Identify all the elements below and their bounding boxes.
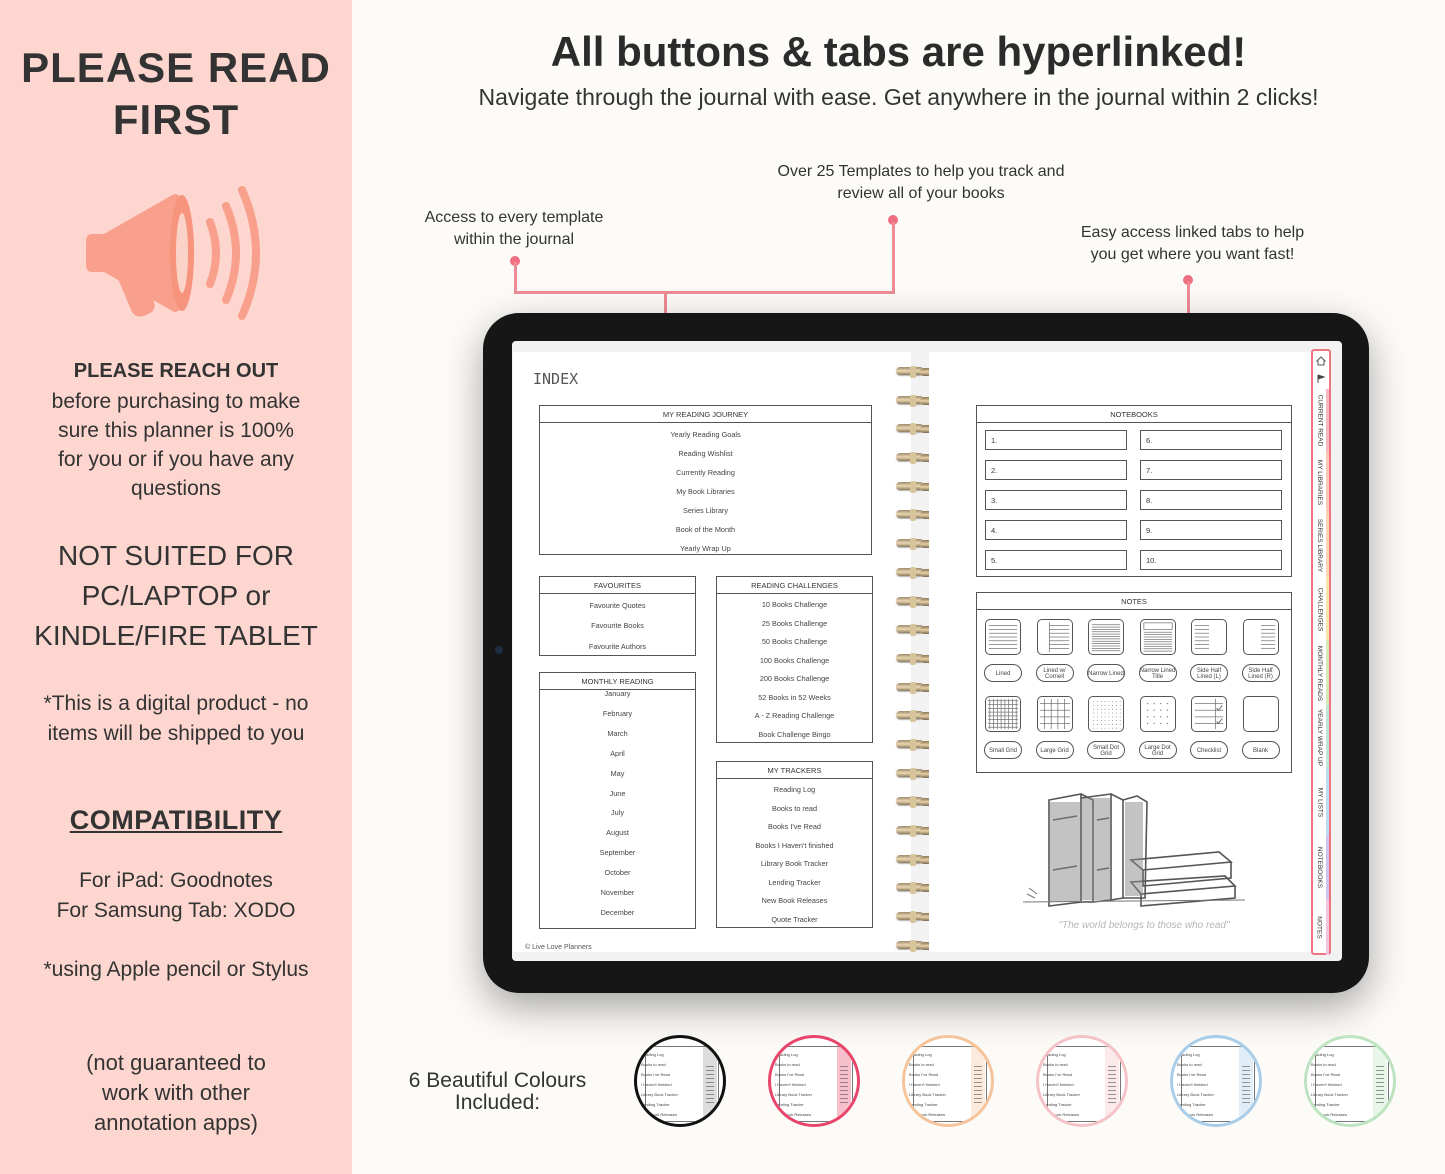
side-tab-label: CHALLENGES: [1316, 587, 1323, 631]
note-template-icon[interactable]: [985, 696, 1021, 732]
colour-swatch: Reading Log Books to read Books I've Read I Haven't finished Library Book Tracker Lending Tracker New Book Releases: [768, 1035, 860, 1127]
section-heading: NOTEBOOKS: [977, 406, 1291, 423]
notebook-link[interactable]: 7.: [1140, 460, 1282, 480]
notebook-link[interactable]: 1.: [985, 430, 1127, 450]
side-tab[interactable]: [1313, 513, 1329, 577]
compat-ipad: For iPad: Goodnotes: [79, 869, 273, 892]
megaphone-icon: [82, 172, 272, 322]
note-template-label[interactable]: Small Dot Grid: [1087, 741, 1125, 759]
notes-box: [976, 592, 1292, 773]
note-template-label[interactable]: Blank: [1242, 741, 1280, 759]
title-line-1: PLEASE READ: [21, 44, 331, 91]
not-guaranteed-note: (not guaranteed to work with other annotation apps): [86, 1050, 266, 1135]
index-link[interactable]: My Book Libraries: [676, 487, 735, 496]
colours-label: [395, 1070, 600, 1114]
index-link[interactable]: 200 Books Challenge: [759, 674, 830, 683]
side-tab-label: SERIES LIBRARY: [1316, 518, 1324, 572]
index-page: [513, 352, 911, 952]
panel-title: [0, 42, 352, 146]
section-heading: MY TRACKERS: [717, 762, 872, 779]
side-tab[interactable]: [1313, 389, 1329, 451]
index-link[interactable]: Favourite Authors: [588, 641, 647, 651]
side-tabs: [1311, 349, 1331, 955]
index-link[interactable]: A - Z Reading Challenge: [754, 711, 835, 720]
index-link[interactable]: Favourite Books: [591, 621, 644, 631]
colours-label-line: 6 Beautiful Colours: [408, 1069, 587, 1092]
notebook-link[interactable]: 2.: [985, 460, 1127, 480]
index-link[interactable]: Books I've Read: [768, 822, 821, 831]
side-tab[interactable]: [1313, 577, 1329, 641]
callout-text: review all of your books: [837, 185, 1005, 202]
colour-swatch: Reading Log Books to read Books I've Read I Haven't finished Library Book Tracker Lending Tracker New Book Releases: [1304, 1035, 1396, 1127]
index-link[interactable]: February: [602, 708, 633, 718]
monthly-reading-box: [539, 672, 696, 929]
callout-text: you get where you want fast!: [1090, 246, 1295, 263]
reach-out-heading: PLEASE REACH OUT: [73, 360, 279, 382]
connector-line: [664, 291, 667, 315]
index-link[interactable]: October: [604, 868, 631, 878]
note-template-label[interactable]: Checklist: [1190, 741, 1228, 759]
side-tab-label: NOTES: [1316, 915, 1323, 939]
index-link[interactable]: Yearly Reading Goals: [670, 430, 741, 439]
title-line-2: FIRST: [112, 96, 240, 143]
index-link[interactable]: Favourite Quotes: [589, 601, 646, 610]
notebook-link[interactable]: 9.: [1140, 520, 1282, 540]
side-tab-label: MY LIBRARIES: [1316, 459, 1323, 505]
index-link[interactable]: Currently Reading: [676, 468, 735, 477]
tablet-camera: [495, 646, 503, 654]
note-template-label[interactable]: Side Half Lined (R): [1242, 664, 1280, 682]
callout-templates-count: [745, 161, 1097, 205]
side-tab[interactable]: [1313, 451, 1329, 513]
index-link[interactable]: Library Book Tracker: [760, 859, 829, 868]
section-heading: MY READING JOURNEY: [540, 406, 871, 423]
reach-out-body: before purchasing to make sure this planner is 100% for you or if you have any questions: [51, 390, 301, 500]
index-link[interactable]: Yearly Wrap Up: [680, 544, 731, 553]
notebook-link[interactable]: 6.: [1140, 430, 1282, 450]
note-template-icon[interactable]: [1243, 619, 1279, 655]
note-template-icon[interactable]: [1037, 696, 1073, 732]
quote-text: "The world belongs to those who read": [1058, 920, 1230, 931]
note-template-icon[interactable]: [1037, 619, 1073, 655]
note-template-icon[interactable]: [1191, 619, 1227, 655]
trackers-box: [716, 761, 873, 928]
digital-product-note: *This is a digital product - no items will be shipped to you: [43, 692, 309, 745]
index-link[interactable]: April: [610, 748, 625, 758]
index-link[interactable]: 100 Books Challenge: [759, 655, 830, 665]
copyright: © Live Love Planners: [525, 944, 592, 951]
index-link[interactable]: September: [599, 848, 636, 858]
callout-text: Easy access linked tabs to help: [1080, 224, 1305, 241]
index-title: INDEX: [533, 370, 579, 388]
callout-access-templates: [404, 207, 624, 251]
section-heading: NOTES: [977, 593, 1291, 610]
section-heading: FAVOURITES: [540, 577, 695, 594]
compatibility-list: [0, 866, 352, 926]
note-template-icon[interactable]: [1191, 696, 1227, 732]
side-tab[interactable]: [1313, 835, 1329, 899]
note-template-icon[interactable]: [985, 619, 1021, 655]
index-link[interactable]: Lending Tracker: [768, 877, 821, 887]
challenges-box: [716, 576, 873, 743]
index-link[interactable]: July: [611, 808, 624, 818]
callout-linked-tabs: [1060, 222, 1325, 266]
index-link[interactable]: March: [607, 728, 628, 738]
index-link[interactable]: Book of the Month: [675, 525, 736, 534]
note-template-icon[interactable]: [1088, 619, 1124, 655]
index-link[interactable]: Quote Tracker: [771, 914, 818, 924]
connector-line: [514, 291, 895, 294]
colours-label-line: Included:: [454, 1091, 541, 1114]
favourites-box: [539, 576, 696, 656]
note-template-label[interactable]: Lined w/ Cornell: [1036, 664, 1074, 682]
connector-line: [892, 222, 895, 294]
index-link[interactable]: May: [610, 768, 625, 778]
index-link[interactable]: 25 Books Challenge: [761, 618, 828, 628]
note-template-label[interactable]: Side Half Lined (L): [1190, 664, 1228, 682]
notebook-link[interactable]: 3.: [985, 490, 1127, 510]
note-template-label[interactable]: Small Grid: [984, 741, 1022, 759]
section-heading: READING CHALLENGES: [717, 577, 872, 594]
index-link[interactable]: Reading Log: [773, 785, 816, 794]
note-template-label[interactable]: Lined: [984, 664, 1022, 682]
side-tab-label: CURRENT READ: [1316, 394, 1323, 446]
compatibility-heading: COMPATIBILITY: [69, 805, 283, 835]
index-link[interactable]: 52 Books in 52 Weeks: [758, 692, 831, 702]
index-link[interactable]: Books to read: [771, 803, 818, 813]
side-tab[interactable]: [1313, 899, 1329, 955]
index-link[interactable]: December: [600, 907, 635, 917]
notebook-link[interactable]: 4.: [985, 520, 1127, 540]
side-tab-label: NOTEBOOKS: [1316, 846, 1323, 888]
index-link[interactable]: June: [609, 788, 626, 798]
reading-journey-box: [539, 405, 872, 555]
books-illustration: [1019, 790, 1249, 910]
colour-swatch: Reading Log Books to read Books I've Read I Haven't finished Library Book Tracker Lending Tracker New Book Releases: [902, 1035, 994, 1127]
note-template-icon[interactable]: [1140, 619, 1176, 655]
index-link[interactable]: 50 Books Challenge: [761, 637, 828, 646]
main-heading: All buttons & tabs are hyperlinked!: [550, 28, 1247, 75]
colour-swatch: Reading Log Books to read Books I've Read I Haven't finished Library Book Tracker Lending Tracker New Book Releases: [634, 1035, 726, 1127]
index-link[interactable]: January: [604, 689, 631, 698]
home-icon[interactable]: [1313, 353, 1329, 369]
side-tab-label: MY LISTS: [1316, 787, 1324, 817]
colour-swatch: Reading Log Books to read Books I've Read I Haven't finished Library Book Tracker Lending Tracker New Book Releases: [1170, 1035, 1262, 1127]
connector-line: [514, 262, 517, 294]
callout-text: Access to every template: [424, 209, 604, 226]
index-link[interactable]: August: [606, 828, 629, 838]
callout-text: within the journal: [453, 231, 575, 248]
connector-line: [1187, 282, 1190, 314]
notebook-link[interactable]: 8.: [1140, 490, 1282, 510]
section-heading: MONTHLY READING: [540, 673, 695, 690]
note-template-icon[interactable]: [1088, 696, 1124, 732]
side-tab-label: YEARLY WRAP UP: [1316, 708, 1324, 766]
compat-samsung: For Samsung Tab: XODO: [56, 899, 296, 922]
pencil-note: *using Apple pencil or Stylus: [43, 958, 309, 981]
index-link[interactable]: Reading Wishlist: [678, 449, 733, 458]
sub-heading: Navigate through the journal with ease. Get anywhere in the journal within 2 clicks!: [478, 84, 1319, 110]
notebooks-page: [929, 352, 1313, 952]
index-link[interactable]: Book Challenge Bingo: [758, 729, 831, 739]
note-template-icon[interactable]: [1243, 696, 1279, 732]
index-link[interactable]: Books I Haven't finished: [755, 840, 834, 850]
side-tab[interactable]: [1313, 641, 1329, 705]
note-template-label[interactable]: Large Grid: [1036, 741, 1074, 759]
not-suited-notice: NOT SUITED FOR PC/LAPTOP or KINDLE/FIRE TABLET: [34, 540, 318, 651]
side-tab-label: MONTHLY READS: [1316, 645, 1324, 701]
journal-screen: [512, 341, 1342, 961]
note-template-label[interactable]: Narrow Lined: [1087, 664, 1125, 682]
note-template-icon[interactable]: [1140, 696, 1176, 732]
colour-swatch: Reading Log Books to read Books I've Read I Haven't finished Library Book Tracker Lending Tracker New Book Releases: [1036, 1035, 1128, 1127]
flag-icon[interactable]: [1313, 371, 1329, 387]
index-link[interactable]: 10 Books Challenge: [761, 600, 828, 609]
left-info-panel: [0, 0, 352, 1174]
note-template-label[interactable]: Narrow Lined Title: [1139, 664, 1177, 682]
notebook-link[interactable]: 5.: [985, 550, 1127, 570]
index-link[interactable]: November: [600, 888, 635, 897]
note-template-label[interactable]: Large Dot Grid: [1139, 741, 1177, 759]
index-link[interactable]: New Book Releases: [761, 896, 828, 905]
notebook-link[interactable]: 10.: [1140, 550, 1282, 570]
callout-text: Over 25 Templates to help you track and: [777, 163, 1065, 180]
notebooks-box: [976, 405, 1292, 577]
side-tab[interactable]: [1313, 769, 1329, 835]
side-tab[interactable]: [1313, 705, 1329, 769]
index-link[interactable]: Series Library: [682, 506, 728, 515]
